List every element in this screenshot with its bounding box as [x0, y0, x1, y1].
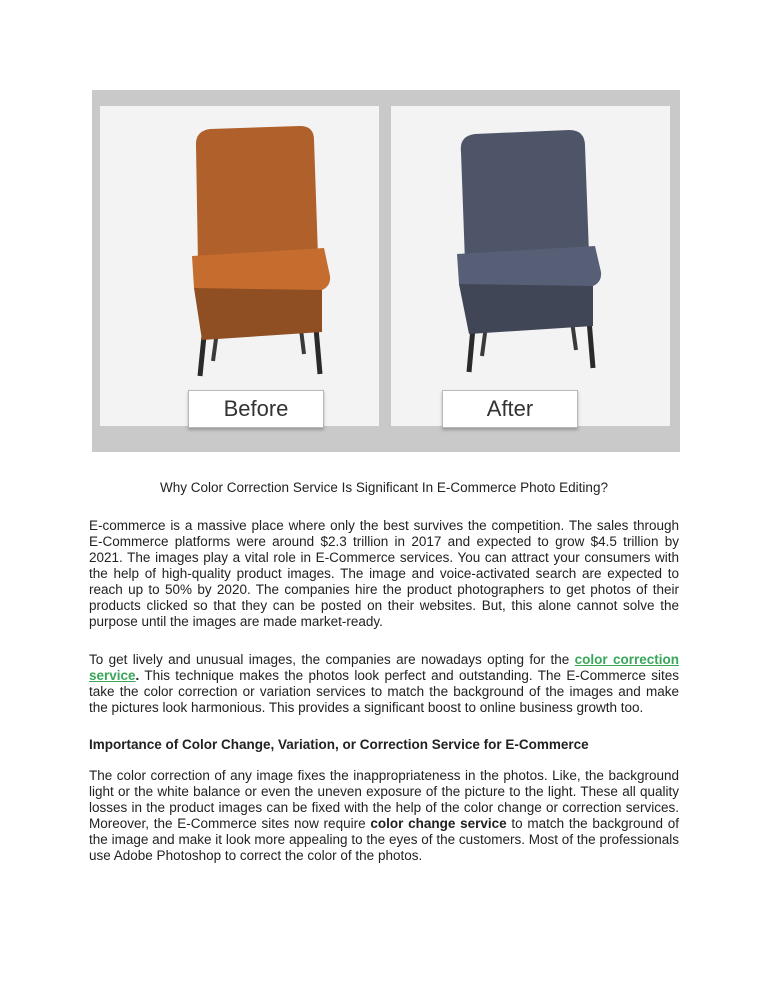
before-label: Before — [188, 390, 324, 428]
paragraph2-text-start: To get lively and unusual images, the companies are nowadays opting for the — [89, 652, 575, 667]
after-panel — [391, 106, 670, 426]
paragraph3-text-end: to match the background of the image and make it look more appealing to the eyes of the customers. Most of the professionals use Adobe Photoshop to correct the color of the photos. — [89, 816, 679, 863]
color-change-service-bold: color change service — [370, 816, 507, 831]
section-heading: Importance of Color Change, Variation, or Correction Service for E-Commerce — [89, 737, 589, 752]
paragraph-importance — [89, 768, 679, 864]
article-title: Why Color Correction Service Is Significant In E-Commerce Photo Editing? — [160, 480, 608, 495]
before-panel — [100, 106, 379, 426]
paragraph-color-correction — [89, 652, 679, 716]
color-correction-service-link[interactable]: color correction service — [89, 652, 680, 683]
paragraph-intro: E-commerce is a massive place where only the best survives the competition. The sales through E-Commerce platforms were around $2.3 trillion in 2017 and expected to grow $4.5 trillion by 2021. The images play a vital role in E-Commerce services. You can attract your consumers with the help of high-quality product images. The image and voice-activated search are expected to reach up to 50% by 2020. The companies hire the product photographers to get photos of their products clicked so that they can be posted on their websites. But, this alone cannot solve the purpose until the images are made market-ready. — [89, 518, 679, 629]
before-after-image — [92, 90, 680, 452]
paragraph2-text-end: This technique makes the photos look perfect and outstanding. The E-Commerce sites take the color correction or variation services to match the background of the images and make the pictures look harmonious. This provides a significant boost to online business growth too. — [89, 668, 679, 715]
orange-chair-image — [100, 106, 379, 426]
paragraph2-period: . — [135, 668, 140, 683]
after-label: After — [442, 390, 578, 428]
blue-chair-image — [391, 106, 670, 426]
paragraph3-text-start: The color correction of any image fixes the inappropriateness in the photos. Like, the background light or the white balance or even the uneven exposure of the picture to the light. These all quality losses in the product images can be fixed with the help of the color change or correction services. Moreover, the E-Commerce sites now require — [89, 768, 679, 831]
